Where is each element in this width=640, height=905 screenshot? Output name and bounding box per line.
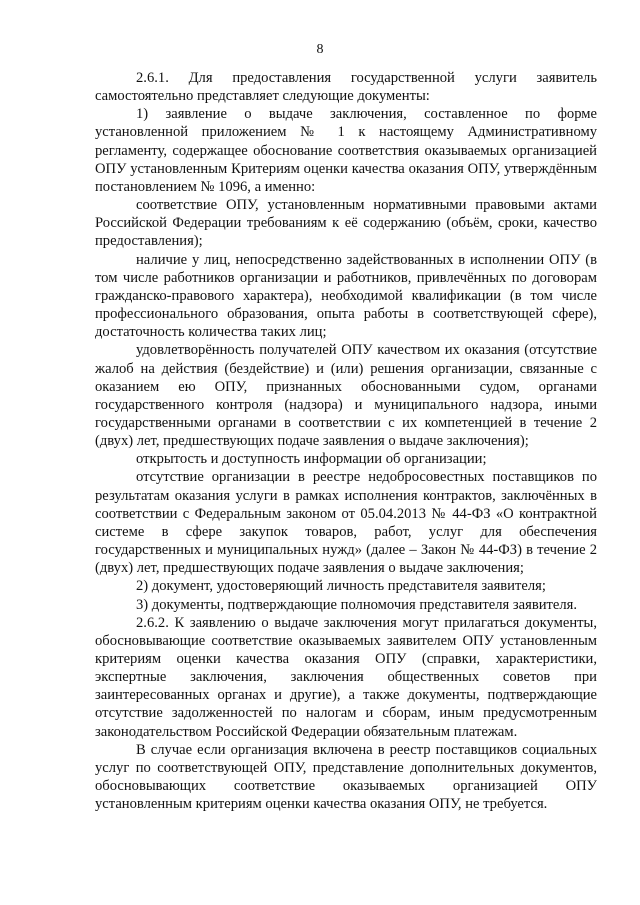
paragraph-item-2-identity: 2) документ, удостоверяющий личность представителя заявителя; [136, 578, 546, 595]
paragraph-criterion-content: соответствие ОПУ, установленным нормативными правовыми актами Российской Федерации требованиям к её содержанию (объём, сроки, качество предоставления); [95, 197, 597, 250]
paragraph-2-6-2: 2.6.2. К заявлению о выдаче заключения могут прилагаться документы, обосновывающие соответствие оказываемых заявителем ОПУ установленным критериям оценки качества оказания ОПУ (справки, характеристики, экспертные заключения, заключения общественных советов при заинтересованных органах и другие), а также документы, подтверждающие отсутствие задолженностей по налогам и сборам, иным предусмотренным законодательством Российской Федерации обязательным платежам. [95, 614, 597, 740]
paragraph-item-1-application: 1) заявление о выдаче заключения, составленное по форме установленной приложением № 1 к настоящему Административному регламенту, содержащее обоснование соответствия оказываемых организацией ОПУ установленным Критериям оценки качества оказания ОПУ, утверждённым постановлением № 1096, а именно: [95, 106, 597, 195]
paragraph-registry-exception: В случае если организация включена в реестр поставщиков социальных услуг по соответствующей ОПУ, представление дополнительных документов, обосновывающих соответствие оказываемых организацией ОПУ установленным критериям оценки качества оказания ОПУ, не требуется. [95, 741, 597, 813]
paragraph-item-3-authority: 3) документы, подтверждающие полномочия представителя заявителя. [136, 596, 578, 613]
document-body [95, 69, 597, 813]
paragraph-criterion-openness: открытость и доступность информации об организации; [136, 451, 487, 468]
paragraph-criterion-qualification: наличие у лиц, непосредственно задействованных в исполнении ОПУ (в том числе работников организации и работников, привлечённых по договорам гражданско-правового характера), необходимой квалификации (в том числе профессионального образования, опыта работы в соответствующей сфере), достаточность количества таких лиц; [95, 251, 597, 341]
paragraph-criterion-no-registry: отсутствие организации в реестре недобросовестных поставщиков по результатам оказания услуги в рамках исполнения контрактов, заключённых в соответствии с Федеральным законом от 05.04.2013 № 44-ФЗ «О контрактной системе в сфере закупок товаров, работ, услуг для обеспечения государственных и муниципальных нужд» (далее – Закон № 44-ФЗ) в течение 2 (двух) лет, предшествующих подаче заявления о выдаче заключения; [95, 469, 597, 577]
paragraph-2-6-1: 2.6.1. Для предоставления государственной услуги заявитель самостоятельно представляет следующие документы: [95, 70, 597, 105]
paragraph-criterion-satisfaction: удовлетворённость получателей ОПУ качеством их оказания (отсутствие жалоб на действия (бездействие) и (или) решения организации, связанные с оказанием ею ОПУ, признанных обоснованными судом, органами государственного контроля (надзора) и муниципального надзора, иными государственными органами в соответствии с их компетенцией в течение 2 (двух) лет, предшествующих подаче заявления о выдаче заключения); [95, 342, 597, 450]
page-number: 8 [316, 42, 324, 57]
